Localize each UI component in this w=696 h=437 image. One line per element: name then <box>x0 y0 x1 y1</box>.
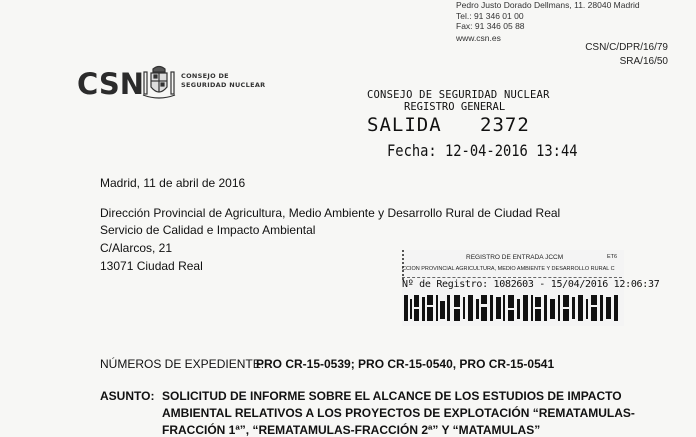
case-numbers-label: NÚMEROS DE EXPEDIENTE: <box>100 357 265 371</box>
reference-code-2: SRA/16/50 <box>619 56 668 67</box>
reference-code-1: CSN/C/DPR/16/79 <box>585 42 668 53</box>
website: www.csn.es <box>456 33 501 43</box>
fax-number: Fax: 91 346 05 88 <box>456 21 525 31</box>
stamp-organization: CONSEJO DE SEGURIDAD NUCLEAR <box>367 89 550 101</box>
logo-line-2: SEGURIDAD NUCLEAR <box>181 81 266 89</box>
subject-line: SOLICITUD DE INFORME SOBRE EL ALCANCE DE LOS ESTUDIOS DE IMPACTO <box>162 389 622 403</box>
stamp-registry: REGISTRO GENERAL <box>404 101 506 113</box>
recipient-line: 13071 Ciudad Real <box>100 259 203 273</box>
entry-registry-number: Nº de Registro: 1082603 - 15/04/2016 12:06:37 <box>402 279 660 290</box>
divider <box>402 277 622 278</box>
logo-line-1: CONSEJO DE <box>181 72 229 80</box>
subject-label: ASUNTO: <box>100 389 155 403</box>
place-date: Madrid, 11 de abril de 2016 <box>100 176 246 190</box>
phone-number: Tel.: 91 346 01 00 <box>456 11 524 21</box>
spanish-coat-of-arms-icon <box>141 63 177 101</box>
recipient-line: Servicio de Calidad e Impacto Ambiental <box>100 223 316 237</box>
recipient-line: C/Alarcos, 21 <box>100 241 173 255</box>
stamp-type: SALIDA <box>367 114 442 136</box>
recipient-line: Dirección Provincial de Agricultura, Medio Ambiente y Desarrollo Rural de Ciudad Real <box>100 206 561 220</box>
barcode-icon <box>402 293 622 323</box>
case-numbers-value: PRO CR-15-0539; PRO CR-15-0540, PRO CR-15-0541 <box>256 357 555 371</box>
address-line: Pedro Justo Dorado Dellmans, 11. 28040 Madrid <box>456 0 640 10</box>
entry-registry-code: ET6 <box>607 254 618 260</box>
stamp-edge <box>402 250 407 280</box>
stamp-number: 2372 <box>480 114 530 136</box>
entry-registry-office: CCION PROVINCIAL AGRICULTURA, MEDIO AMBIENTE Y DESARROLLO RURAL C <box>402 266 615 272</box>
entry-registry-title: REGISTRO DE ENTRADA JCCM <box>466 254 564 261</box>
subject-line: FRACCIÓN 1ª”, “REMATAMULAS-FRACCIÓN 2ª” Y “MATAMULAS” <box>162 423 541 437</box>
subject-line: AMBIENTAL RELATIVOS A LOS PROYECTOS DE EXPLOTACIÓN “REMATAMULAS- <box>162 406 635 420</box>
logo-acronym: CSN <box>77 67 144 101</box>
stamp-date: Fecha: 12-04-2016 13:44 <box>387 141 578 160</box>
